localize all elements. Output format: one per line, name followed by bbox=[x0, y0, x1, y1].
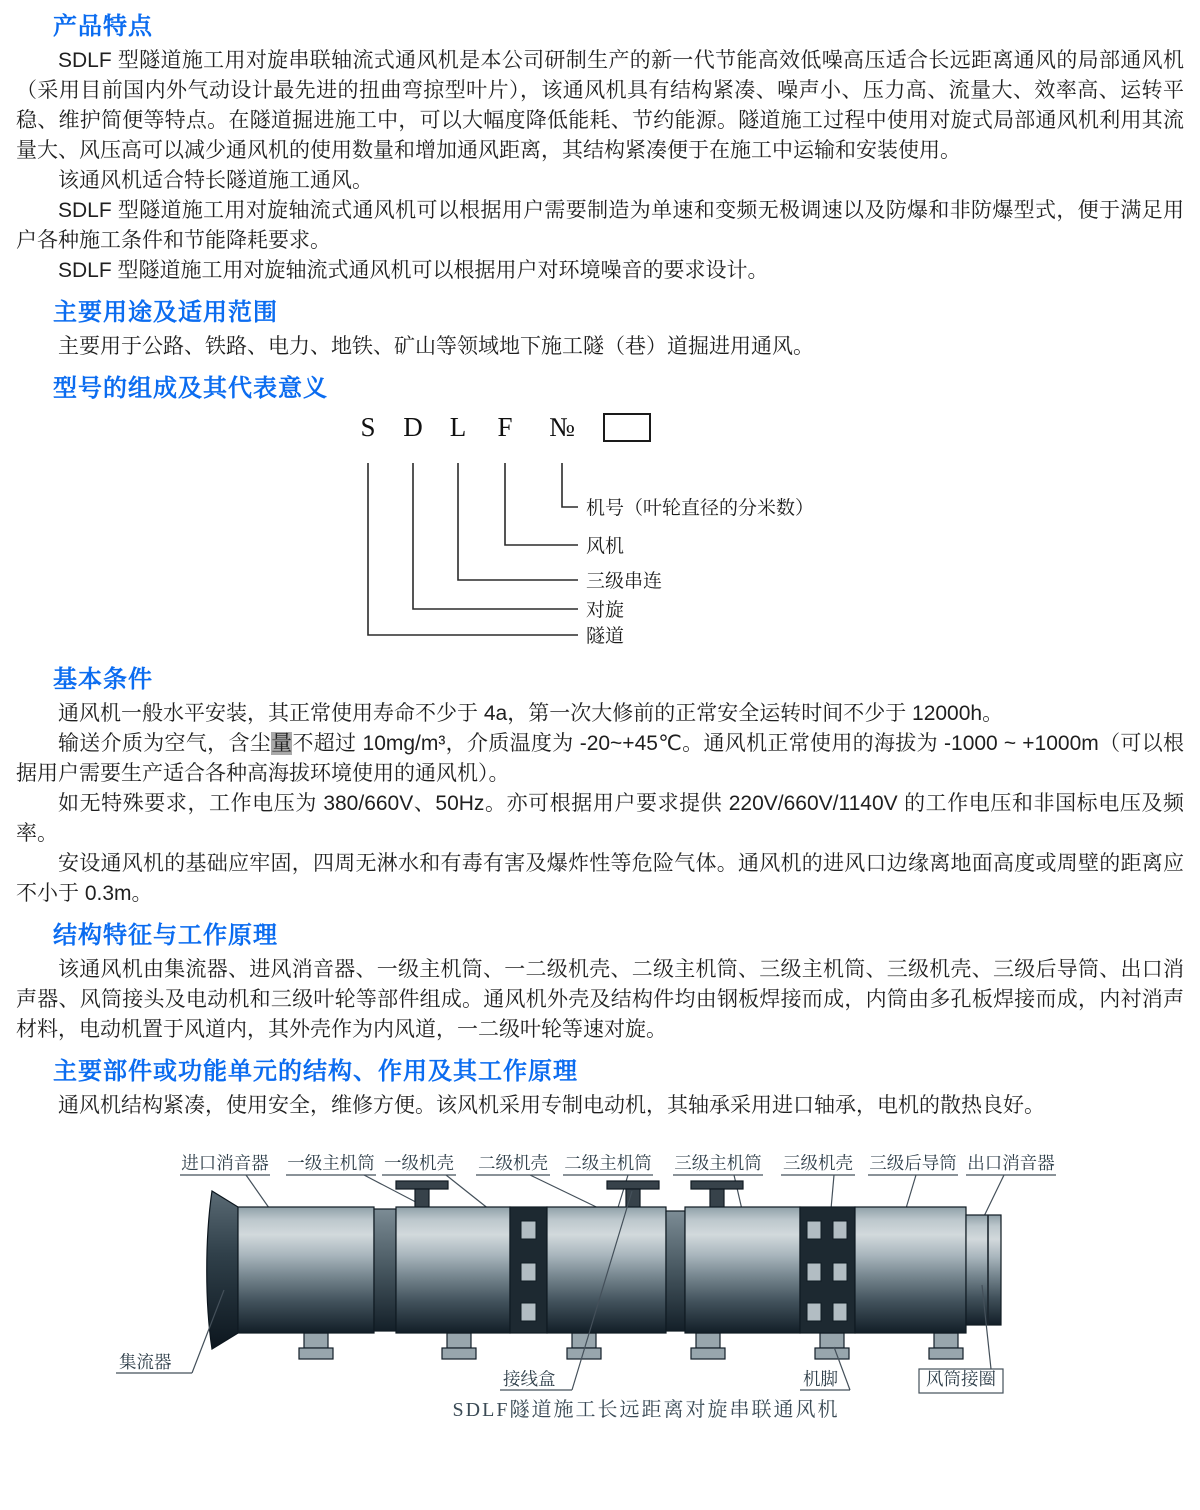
junction-box-1 bbox=[396, 1181, 448, 1208]
fan-foot-5 bbox=[815, 1333, 849, 1359]
basic-paragraph-1: 通风机一般水平安装，其正常使用寿命不少于 4a，第一次大修前的正常安全运转时间不少于 12000h。 bbox=[58, 702, 1004, 725]
structure-paragraph: 该通风机由集流器、进风消音器、一级主机筒、一二级机壳、二级主机筒、三级主机筒、三级机壳、三级后导筒、出口消声器、风筒接头及电动机和三级叶轮等部件组成。通风机外壳及结构件均由钢板焊接而成，内筒由多孔板焊接而成，内衬消声材料，电动机置于风道内，其外壳作为内风道，一二级叶轮等速对旋。 bbox=[16, 958, 1184, 1041]
section-title-features: 产品特点 bbox=[53, 13, 153, 40]
fan-foot-4 bbox=[691, 1333, 725, 1359]
fan-foot-1 bbox=[299, 1333, 333, 1359]
model-number-box bbox=[604, 414, 650, 441]
fan-technical-drawing bbox=[16, 1135, 1200, 1435]
features-paragraph-2: 该通风机适合特长隧道施工通风。 bbox=[58, 169, 373, 192]
basic-paragraph-2 bbox=[16, 729, 1184, 789]
segment-inlet-silencer bbox=[238, 1207, 374, 1333]
junction-box-3 bbox=[691, 1181, 743, 1208]
segment-stage3-main bbox=[685, 1207, 800, 1333]
drawing-caption: SDLF隧道施工长远距离对旋串联通风机 bbox=[452, 1399, 840, 1421]
model-letter-no: № bbox=[549, 412, 575, 442]
model-meaning-contra: 对旋 bbox=[586, 600, 625, 621]
flange-ring-1 bbox=[374, 1209, 396, 1331]
model-meaning-tunnel: 隧道 bbox=[586, 626, 625, 647]
model-letter-l: L bbox=[449, 412, 467, 442]
components-paragraph: 通风机结构紧凑，使用安全，维修方便。该风机采用专制电动机，其轴承采用进口轴承，电机的散热良好。 bbox=[58, 1094, 1045, 1117]
model-diagram-svg bbox=[16, 408, 1200, 653]
segment-stage2-main bbox=[547, 1207, 666, 1333]
basic-paragraph-4: 安设通风机的基础应牢固，四周无淋水和有毒有害及爆炸性等危险气体。通风机的进风口边缘离地面高度或周壁的距离应不小于 0.3m。 bbox=[16, 852, 1184, 905]
label-stage2-casing: 二级机壳 bbox=[478, 1153, 548, 1173]
model-designation-diagram bbox=[16, 408, 1200, 653]
label-stage1-main-barrel: 一级主机筒 bbox=[287, 1153, 375, 1173]
usage-paragraph: 主要用于公路、铁路、电力、地铁、矿山等领域地下施工隧（巷）道掘进用通风。 bbox=[58, 335, 814, 358]
joint-gap bbox=[666, 1211, 685, 1331]
label-stage1-casing: 一级机壳 bbox=[384, 1153, 454, 1173]
model-letter-d: D bbox=[403, 412, 423, 442]
fan-foot-6 bbox=[929, 1333, 963, 1359]
basic-p2-after: 不超过 10mg/m³，介质温度为 -20~+45℃。通风机正常使用的海拔为 -1000 ~ +1000m（可以根据用户需要生产适合各种高海拔环境使用的通风机）。 bbox=[16, 732, 1185, 785]
model-meaning-number: 机号（叶轮直径的分米数） bbox=[586, 498, 815, 519]
model-line-contra bbox=[413, 463, 578, 609]
features-paragraph-1: SDLF 型隧道施工用对旋串联轴流式通风机是本公司研制生产的新一代节能高效低噪高压适合长远距离通风的局部通风机（采用目前国内外气动设计最先进的扭曲弯掠型叶片），该通风机具有结构紧凑、噪声小、压力高、流量大、效率高、运转平稳、维护简便等特点。在隧道掘进施工中，可以大幅度降低能耗、节约能源。隧道施工过程中使用对旋式局部通风机利用其流量大、风压高可以减少通风机的使用数量和增加通风距离，其结构紧凑便于在施工中运输和安装使用。 bbox=[16, 49, 1184, 162]
label-stage3-casing: 三级机壳 bbox=[783, 1153, 853, 1173]
label-outlet-silencer: 出口消音器 bbox=[967, 1153, 1055, 1173]
segment-stage1-main bbox=[396, 1207, 510, 1333]
basic-p2-before: 输送介质为空气，含尘 bbox=[58, 732, 272, 755]
basic-p2-highlighted-char: 量 bbox=[271, 732, 293, 755]
basic-paragraph-3: 如无特殊要求，工作电压为 380/660V、50Hz。亦可根据用户要求提供 220V/660V/1140V 的工作电压和非国标电压及频率。 bbox=[16, 792, 1184, 845]
label-machine-foot: 机脚 bbox=[803, 1369, 838, 1389]
model-line-number bbox=[562, 463, 578, 507]
section-title-usage: 主要用途及适用范围 bbox=[53, 299, 278, 326]
fan-foot-2 bbox=[442, 1333, 476, 1359]
label-stage3-guide-barrel: 三级后导筒 bbox=[869, 1153, 957, 1173]
section-title-model: 型号的组成及其代表意义 bbox=[53, 375, 328, 402]
features-paragraph-4: SDLF 型隧道施工用对旋轴流式通风机可以根据用户对环境噪音的要求设计。 bbox=[58, 259, 769, 282]
fan-drawing-svg bbox=[16, 1135, 1200, 1435]
section-title-basic: 基本条件 bbox=[53, 666, 153, 693]
label-collector: 集流器 bbox=[119, 1352, 172, 1372]
junction-box-2 bbox=[607, 1181, 659, 1208]
features-paragraph-3: SDLF 型隧道施工用对旋轴流式通风机可以根据用户需要制造为单速和变频无极调速以及防爆和非防爆型式，便于满足用户各种施工条件和节能降耗要求。 bbox=[16, 199, 1184, 252]
section-title-components: 主要部件或功能单元的结构、作用及其工作原理 bbox=[53, 1058, 578, 1085]
label-stage3-main-barrel: 三级主机筒 bbox=[674, 1153, 762, 1173]
label-inlet-silencer: 进口消音器 bbox=[181, 1153, 269, 1173]
fan-foot-3 bbox=[567, 1333, 601, 1359]
segment-outlet-silencer bbox=[855, 1207, 966, 1333]
label-stage2-main-barrel: 二级主机筒 bbox=[564, 1153, 652, 1173]
model-meaning-series: 三级串连 bbox=[586, 571, 663, 592]
label-junction-box: 接线盒 bbox=[503, 1369, 556, 1389]
model-letter-s: S bbox=[360, 412, 376, 442]
model-line-series bbox=[458, 463, 578, 580]
model-letter-f: F bbox=[497, 412, 513, 442]
label-duct-collar: 风筒接圈 bbox=[926, 1369, 996, 1389]
model-line-fan bbox=[505, 463, 578, 545]
duct-collar-ring bbox=[966, 1215, 1001, 1325]
section-title-structure: 结构特征与工作原理 bbox=[53, 922, 278, 949]
bell-mouth bbox=[207, 1191, 238, 1349]
model-meaning-fan: 风机 bbox=[586, 536, 625, 557]
bolt-plates-stack-1 bbox=[521, 1221, 536, 1321]
